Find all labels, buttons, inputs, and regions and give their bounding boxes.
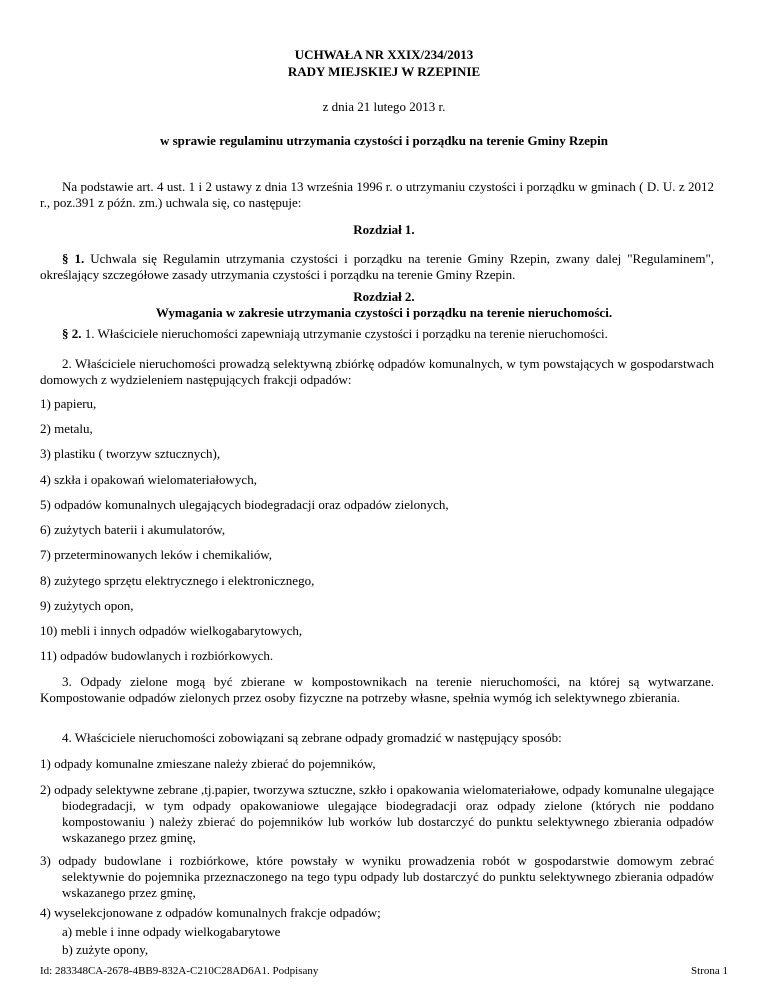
- fraction-item: 9) zużytych opon,: [40, 598, 134, 613]
- paragraph-1: [40, 251, 714, 283]
- resolution-subject: w sprawie regulaminu utrzymania czystości i porządku na terenie Gminy Rzepin: [159, 133, 608, 148]
- collection-way: 2) odpady selektywne zebrane ,tj.papier, tworzywa sztuczne, szkło i opakowania wielomateriałowe, odpady komunalne ulegające biodegradacji, w tym odpady opakowaniowe ulegające biodegradacji oraz odpady zielone (których nie poddano kompostowaniu ) należy zbierać do pojemników lub worków lub dostarczyć do punktu selektywnego zbierania odpadów wskazanego przez gminę,: [40, 782, 714, 845]
- fraction-item: 5) odpadów komunalnych ulegających biodegradacji oraz odpadów zielonych,: [40, 497, 449, 512]
- chapter2-subtitle: Wymagania w zakresie utrzymania czystości i porządku na terenie nieruchomości.: [155, 305, 613, 320]
- fraction-item: 6) zużytych baterii i akumulatorów,: [40, 522, 226, 537]
- point-4: 4. Właściciele nieruchomości zobowiązani są zebrane odpady gromadzić w następujący sposób:: [62, 730, 562, 745]
- paragraph-1-text: Uchwala się Regulamin utrzymania czystości i porządku na terenie Gminy Rzepin, zwany dalej "Regulaminem", określający szczegółowe zasady utrzymania czystości i porządku na terenie Gminy Rzepin.: [40, 251, 715, 282]
- council-name: RADY MIEJSKIEJ W RZEPINIE: [287, 64, 481, 79]
- fraction-item: 2) metalu,: [40, 421, 93, 436]
- fraction-item: 4) szkła i opakowań wielomateriałowych,: [40, 472, 257, 487]
- resolution-date: z dnia 21 lutego 2013 r.: [322, 99, 446, 114]
- fraction-item: 1) papieru,: [40, 396, 97, 411]
- fraction-item: 8) zużytego sprzętu elektrycznego i elektronicznego,: [40, 573, 315, 588]
- footer-document-id: Id: 283348CA-2678-4BB9-832A-C210C28AD6A1. Podpisany: [40, 965, 319, 977]
- collection-way: 4) wyselekcjonowane z odpadów komunalnych frakcje odpadów;: [40, 905, 381, 920]
- footer-page-number: Strona 1: [691, 965, 728, 977]
- collection-subitem: b) zużyte opony,: [62, 942, 149, 957]
- preamble: Na podstawie art. 4 ust. 1 i 2 ustawy z dnia 13 września 1996 r. o utrzymaniu czystości i porządku w gminach ( D. U. z 2012 r., poz.391 z późn. zm.) uchwala się, co następuje:: [40, 179, 714, 210]
- paragraph-2-text: 1. Właściciele nieruchomości zapewniają utrzymanie czystości i porządku na terenie nieruchomości.: [81, 326, 608, 341]
- point-3: 3. Odpady zielone mogą być zbierane w kompostownikach na terenie nieruchomości, na której są wytwarzane. Kompostowanie odpadów zielonych przez osoby fizyczne na potrzeby własne, spełnia wymóg ich selektywnego zbierania.: [40, 674, 714, 705]
- fraction-item: 10) mebli i innych odpadów wielkogabarytowych,: [40, 623, 303, 638]
- spacer: [40, 880, 41, 881]
- chapter2-title: Rozdział 2.: [353, 289, 415, 304]
- collection-way: 3) odpady budowlane i rozbiórkowe, które powstały w wyniku prowadzenia robót w gospodarstwie domowym zebrać selektywnie do pojemnika przeznaczonego na tego typu odpady lub dostarczyć do punktu selektywnego zbierania odpadów wskazanego przez gminę,: [40, 853, 714, 900]
- collection-subitem: a) meble i inne odpady wielkogabarytowe: [62, 924, 281, 939]
- fraction-item: 3) plastiku ( tworzyw sztucznych),: [40, 446, 221, 461]
- fraction-item: 11) odpadów budowlanych i rozbiórkowych.: [40, 648, 274, 663]
- collection-way: 1) odpady komunalne zmieszane należy zbierać do pojemników,: [40, 756, 376, 771]
- point-2: 2. Właściciele nieruchomości prowadzą selektywną zbiórkę odpadów komunalnych, w tym powstających w gospodarstwach domowych z wydzieleniem następujących frakcji odpadów:: [40, 356, 714, 387]
- paragraph-1-mark: § 1.: [62, 251, 85, 266]
- chapter1-title: Rozdział 1.: [353, 222, 415, 237]
- resolution-title: UCHWAŁA NR XXIX/234/2013: [294, 47, 474, 62]
- paragraph-2-mark: § 2.: [62, 326, 82, 341]
- paragraph-2: [40, 326, 714, 342]
- fraction-item: 7) przeterminowanych leków i chemikaliów,: [40, 547, 272, 562]
